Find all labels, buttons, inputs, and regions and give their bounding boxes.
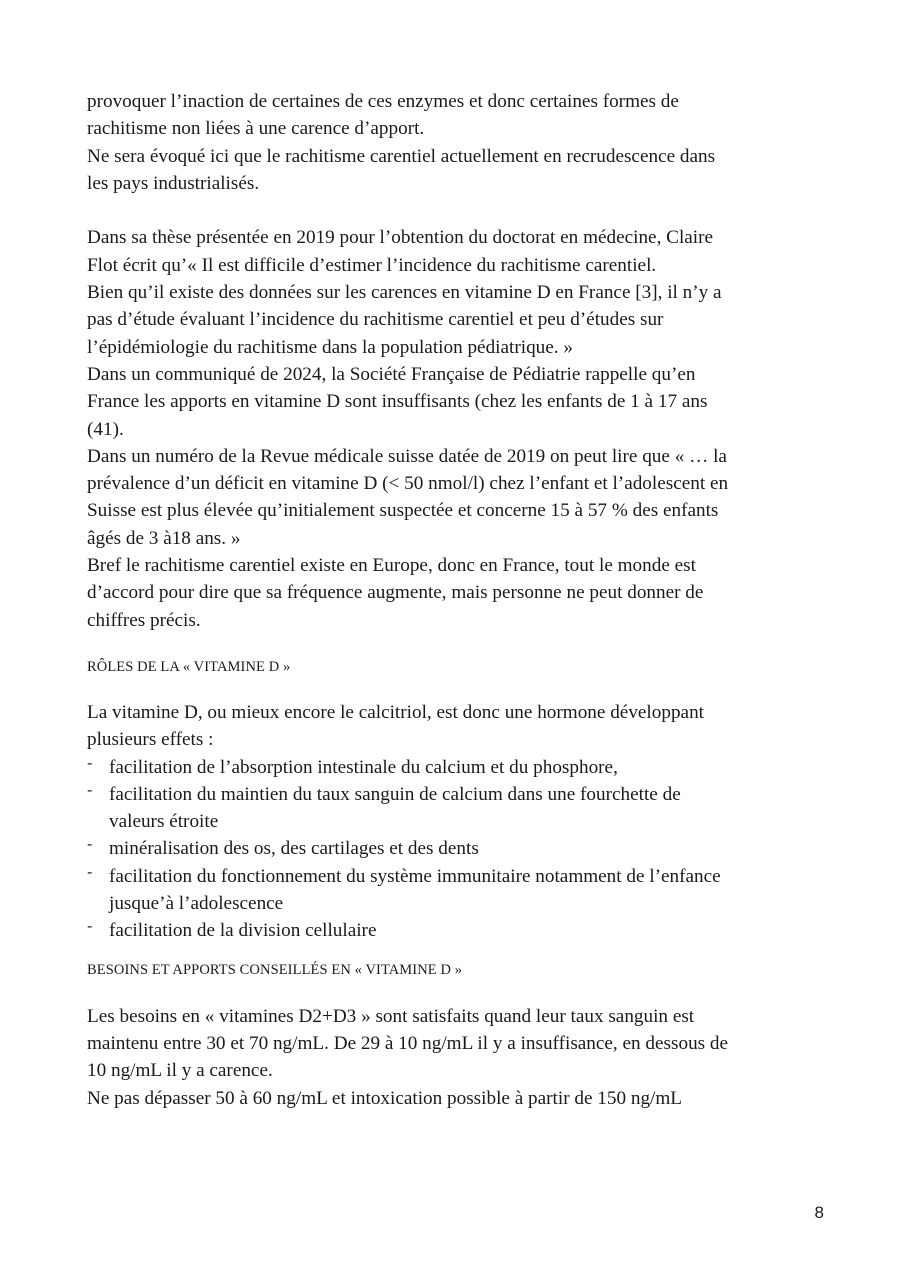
list-item	[87, 863, 827, 918]
text-line: provoquer l’inaction de certaines de ces enzymes et donc certaines formes de	[87, 91, 679, 112]
text-line: âgés de 3 à18 ans. »	[87, 527, 241, 549]
text-line: rachitisme non liées à une carence d’apport.	[87, 118, 425, 140]
text-line: (41).	[87, 418, 124, 440]
dash-bullet-icon: -	[87, 835, 93, 854]
text-line: plusieurs effets :	[87, 729, 214, 751]
text-line: Dans sa thèse présentée en 2019 pour l’obtention du doctorat en médecine, Claire	[87, 227, 714, 249]
paragraph-1	[87, 88, 827, 197]
dash-bullet-icon: -	[87, 780, 93, 799]
text-line: France les apports en vitamine D sont insuffisants (chez les enfants de 1 à 17 ans	[87, 391, 708, 413]
text-line: Bref le rachitisme carentiel existe en Europe, donc en France, tout le monde est	[87, 555, 696, 577]
list-item	[87, 754, 827, 781]
text-line: chiffres précis.	[87, 609, 201, 631]
text-line: Dans un communiqué de 2024, la Société Française de Pédiatrie rappelle qu’en	[87, 363, 696, 385]
text-line: Ne sera évoqué ici que le rachitisme carentiel actuellement en recrudescence dans	[87, 145, 716, 167]
text-line: Flot écrit qu’« Il est difficile d’estimer l’incidence du rachitisme carentiel.	[87, 254, 657, 276]
paragraph-spacer	[87, 676, 827, 699]
text-line: pas d’étude évaluant l’incidence du rachitisme carentiel et peu d’études sur	[87, 309, 664, 331]
text-line: Dans un numéro de la Revue médicale suisse datée de 2019 on peut lire que « … la	[87, 445, 727, 467]
list-item-text: facilitation de l’absorption intestinale du calcium et du phosphore,	[109, 756, 618, 778]
text-line: l’épidémiologie du rachitisme dans la population pédiatrique. »	[87, 336, 573, 358]
paragraph-2	[87, 224, 827, 633]
section-heading-roles: RÔLES DE LA « VITAMINE D »	[87, 658, 291, 675]
text-line: d’accord pour dire que sa fréquence augmente, mais personne ne peut donner de	[87, 582, 704, 604]
paragraph-spacer	[87, 979, 827, 1003]
paragraph-spacer	[87, 197, 827, 224]
list-item-text: facilitation du maintien du taux sanguin de calcium dans une fourchette de	[109, 783, 681, 805]
list-item	[87, 835, 827, 862]
paragraph-4	[87, 1003, 827, 1112]
list-item-text: minéralisation des os, des cartilages et des dents	[109, 838, 479, 860]
text-line: Bien qu’il existe des données sur les carences en vitamine D en France [3], il n’y a	[87, 282, 722, 304]
dash-bullet-icon: -	[87, 917, 93, 936]
text-line: Les besoins en « vitamines D2+D3 » sont satisfaits quand leur taux sanguin est	[87, 1005, 695, 1027]
list-item	[87, 917, 827, 944]
list-item-text: facilitation du fonctionnement du système immunitaire notamment de l’enfance	[109, 865, 721, 887]
page-number: 8	[814, 1203, 824, 1222]
list-item-text: facilitation de la division cellulaire	[109, 920, 377, 942]
text-line: les pays industrialisés.	[87, 172, 260, 194]
list-item-text: jusque’à l’adolescence	[109, 893, 284, 915]
list-item-text: valeurs étroite	[109, 811, 219, 833]
list-item	[87, 781, 827, 836]
text-line: 10 ng/mL il y a carence.	[87, 1060, 273, 1082]
text-line: La vitamine D, ou mieux encore le calcitriol, est donc une hormone développant	[87, 701, 704, 723]
document-page	[87, 88, 827, 1112]
paragraph-spacer	[87, 634, 827, 658]
text-line: Suisse est plus élevée qu’initialement suspectée et concerne 15 à 57 % des enfants	[87, 500, 719, 522]
dash-bullet-icon: -	[87, 753, 93, 772]
paragraph-3	[87, 699, 827, 754]
text-line: maintenu entre 30 et 70 ng/mL. De 29 à 10 ng/mL il y a insuffisance, en dessous de	[87, 1032, 729, 1054]
text-line: Ne pas dépasser 50 à 60 ng/mL et intoxication possible à partir de 150 ng/mL	[87, 1087, 683, 1109]
section-heading-besoins: BESOINS ET APPORTS CONSEILLÉS EN « VITAMINE D »	[87, 961, 463, 978]
paragraph-spacer	[87, 945, 827, 961]
effects-list	[87, 754, 827, 945]
text-line: prévalence d’un déficit en vitamine D (< 50 nmol/l) chez l’enfant et l’adolescent en	[87, 473, 729, 495]
dash-bullet-icon: -	[87, 862, 93, 881]
